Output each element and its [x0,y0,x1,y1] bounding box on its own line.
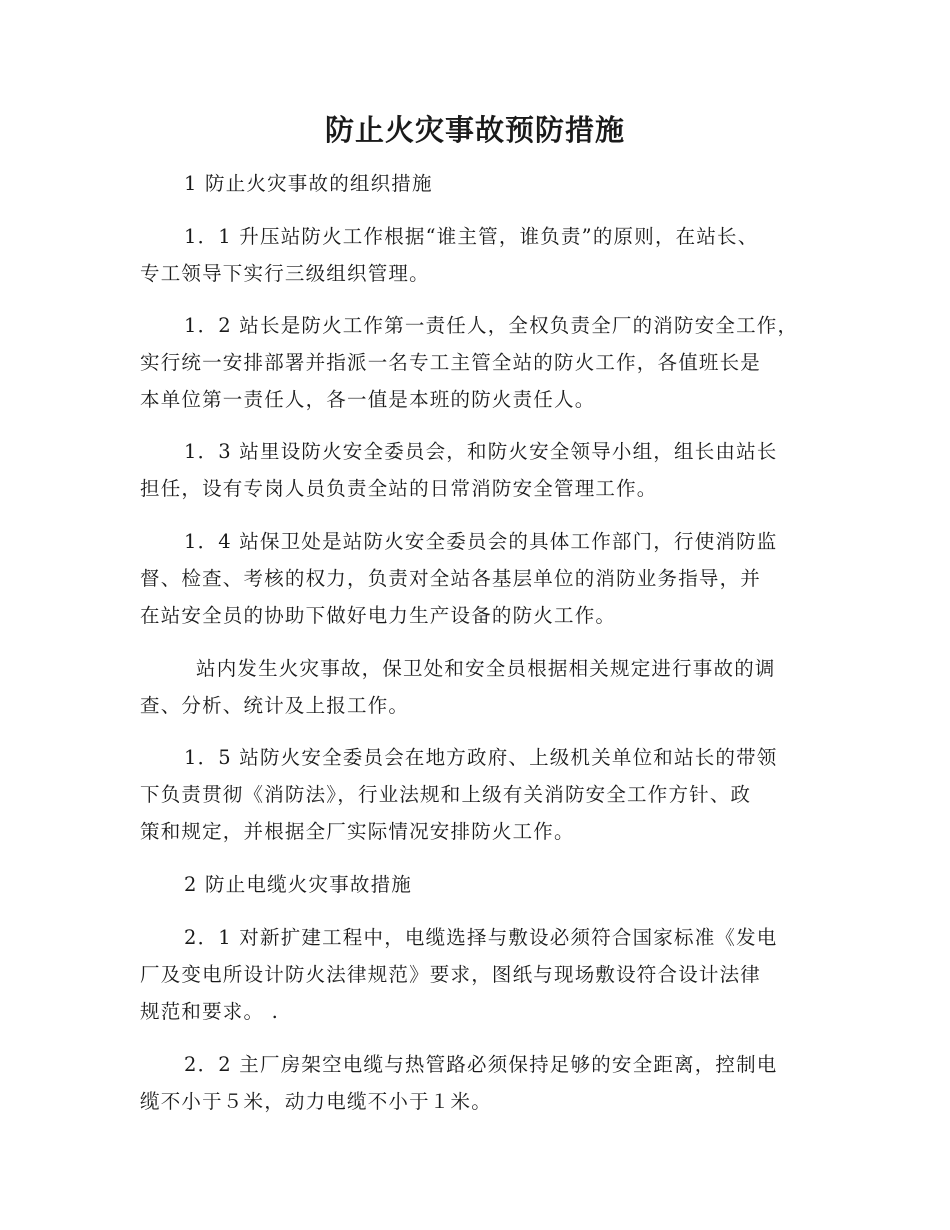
paragraph-1-5 [140,739,820,850]
paragraph-line: 1 防止火灾事故的组织措施 [184,172,433,195]
paragraph-line: 2．1 对新扩建工程中，电缆选择与敷设必须符合国家标准《发电 [184,926,778,949]
paragraph-line: 查、分析、统计及上报工作。 [140,694,410,717]
page-title: 防止火灾事故预防措施 [324,113,625,147]
paragraph-line: 1．4 站保卫处是站防火安全委员会的具体工作部门，行使消防监 [184,530,778,553]
paragraph-line: 担任，设有专岗人员负责全站的日常消防安全管理工作。 [140,477,658,500]
paragraph-line: 在站安全员的协助下做好电力生产设备的防火工作。 [140,604,617,627]
paragraph-2-1 [140,919,820,1030]
section-2-heading [140,866,820,903]
paragraph-line: 2 防止电缆火灾事故措施 [184,873,413,896]
paragraph-line: 督、检查、考核的权力，负责对全站各基层单位的消防业务指导，并 [140,567,762,590]
paragraph-1-3 [140,433,820,507]
section-1-heading [140,165,820,202]
paragraph-line: 1．2 站长是防火工作第一责任人，全权负责全厂的消防安全工作， [184,314,799,337]
paragraph-line: 1．3 站里设防火安全委员会，和防火安全领导小组，组长由站长 [184,440,778,463]
paragraph-fire-investigation [140,650,820,724]
paragraph-line: 2．2 主厂房架空电缆与热管路必须保持足够的安全距离，控制电 [184,1053,778,1076]
paragraph-line: 下负责贯彻《消防法》，行业法规和上级有关消防安全工作方针、政 [140,783,752,806]
paragraph-line: 本单位第一责任人，各一值是本班的防火责任人。 [140,388,596,411]
paragraph-line: 规范和要求。 . [140,1000,279,1023]
paragraph-2-2 [140,1046,820,1120]
paragraph-line: 缆不小于５米，动力电缆不小于１米。 [140,1090,492,1113]
paragraph-line: 站内发生火灾事故，保卫处和安全员根据相关规定进行事故的调 [196,657,776,680]
paragraph-line: 厂及变电所设计防火法律规范》要求，图纸与现场敷设符合设计法律 [140,963,762,986]
paragraph-1-1 [140,218,820,292]
paragraph-line: 1．5 站防火安全委员会在地方政府、上级机关单位和站长的带领 [184,746,778,769]
paragraph-line: 1．1 升压站防火工作根据“谁主管，谁负责”的原则，在站长、 [184,225,759,248]
paragraph-1-2 [140,307,820,418]
paragraph-1-4 [140,523,820,634]
paragraph-line: 策和规定，并根据全厂实际情况安排防火工作。 [140,820,575,843]
paragraph-line: 实行统一安排部署并指派一名专工主管全站的防火工作，各值班长是 [140,351,762,374]
paragraph-line: 专工领导下实行三级组织管理。 [140,262,430,285]
